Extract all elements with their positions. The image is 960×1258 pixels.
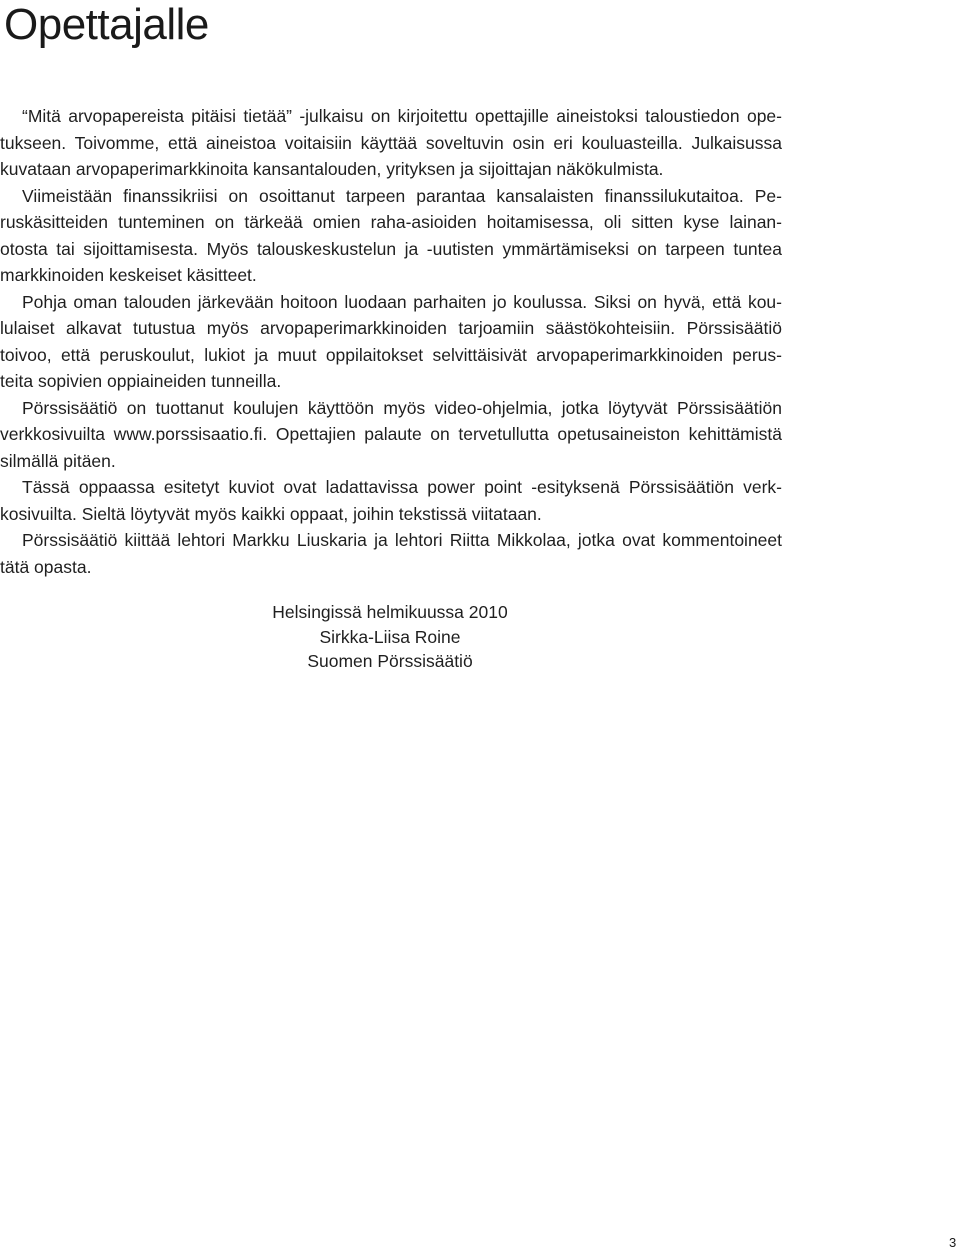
text-line: tätä opasta. [0, 556, 92, 577]
text-line: “Mitä arvopapereista pitäisi tietää” -julkaisu on kirjoitettu opettajille aineistoksi taloustiedon ope- [22, 106, 782, 126]
text-line: otosta tai sijoittamisesta. Myös talouskeskustelun ja -uutisten ymmärtämiseksi on tarpeen tuntea [0, 238, 782, 259]
text-line: tukseen. Toivomme, että aineistoa voitaisiin käyttää soveltuvin osin eri kouluasteilla. Julkaisussa [0, 132, 782, 153]
signature-name: Sirkka-Liisa Roine [319, 626, 461, 647]
text-line: Tässä oppaassa esitetyt kuviot ovat ladattavissa power point -esityksenä Pörssisäätiön verk- [22, 477, 782, 497]
text-line: Pörssisäätiö on tuottanut koulujen käyttöön myös video-ohjelmia, jotka löytyvät Pörssisäätiön [22, 397, 782, 418]
signature-block [190, 600, 590, 674]
text-line: ruskäsitteiden tunteminen on tärkeää omien raha-asioiden hoitamisessa, oli sitten kyse lainan- [0, 212, 782, 232]
signature-place-date: Helsingissä helmikuussa 2010 [272, 602, 508, 622]
text-line: kosivuilta. Sieltä löytyvät myös kaikki oppaat, joihin tekstissä viitataan. [0, 503, 542, 524]
text-line: kuvataan arvopaperimarkkinoita kansantalouden, yrityksen ja sijoittajan näkökulmista. [0, 159, 664, 179]
text-line: markkinoiden keskeiset käsitteet. [0, 265, 257, 285]
page-number: 3 [949, 1235, 957, 1250]
text-line: lulaiset alkavat tutustua myös arvopaperimarkkinoiden tarjoamiin säästökohteisiin. Pörssisäätiö [0, 318, 782, 338]
text-line: Pörssisäätiö kiittää lehtori Markku Liuskaria ja lehtori Riitta Mikkolaa, jotka ovat kommentoineet [22, 530, 782, 550]
text-line: Pohja oman talouden järkevään hoitoon luodaan parhaiten jo koulussa. Siksi on hyvä, että kou- [22, 291, 782, 312]
text-line: silmällä pitäen. [0, 450, 116, 471]
text-line: Viimeistään finanssikriisi on osoittanut tarpeen parantaa kansalaisten finanssilukutaitoa. Pe- [22, 185, 782, 206]
text-line: teita sopivien oppiaineiden tunneilla. [0, 371, 282, 391]
signature-organization: Suomen Pörssisäätiö [307, 651, 473, 671]
text-line: toivoo, että peruskoulut, lukiot ja muut oppilaitokset selvittäisivät arvopaperimarkkinoiden perus- [0, 344, 782, 365]
text-line: verkkosivuilta www.porssisaatio.fi. Opettajien palaute on tervetullutta opetusaineiston kehittämistä [0, 424, 782, 444]
body-text [0, 103, 782, 580]
page-title: Opettajalle [4, 0, 209, 49]
